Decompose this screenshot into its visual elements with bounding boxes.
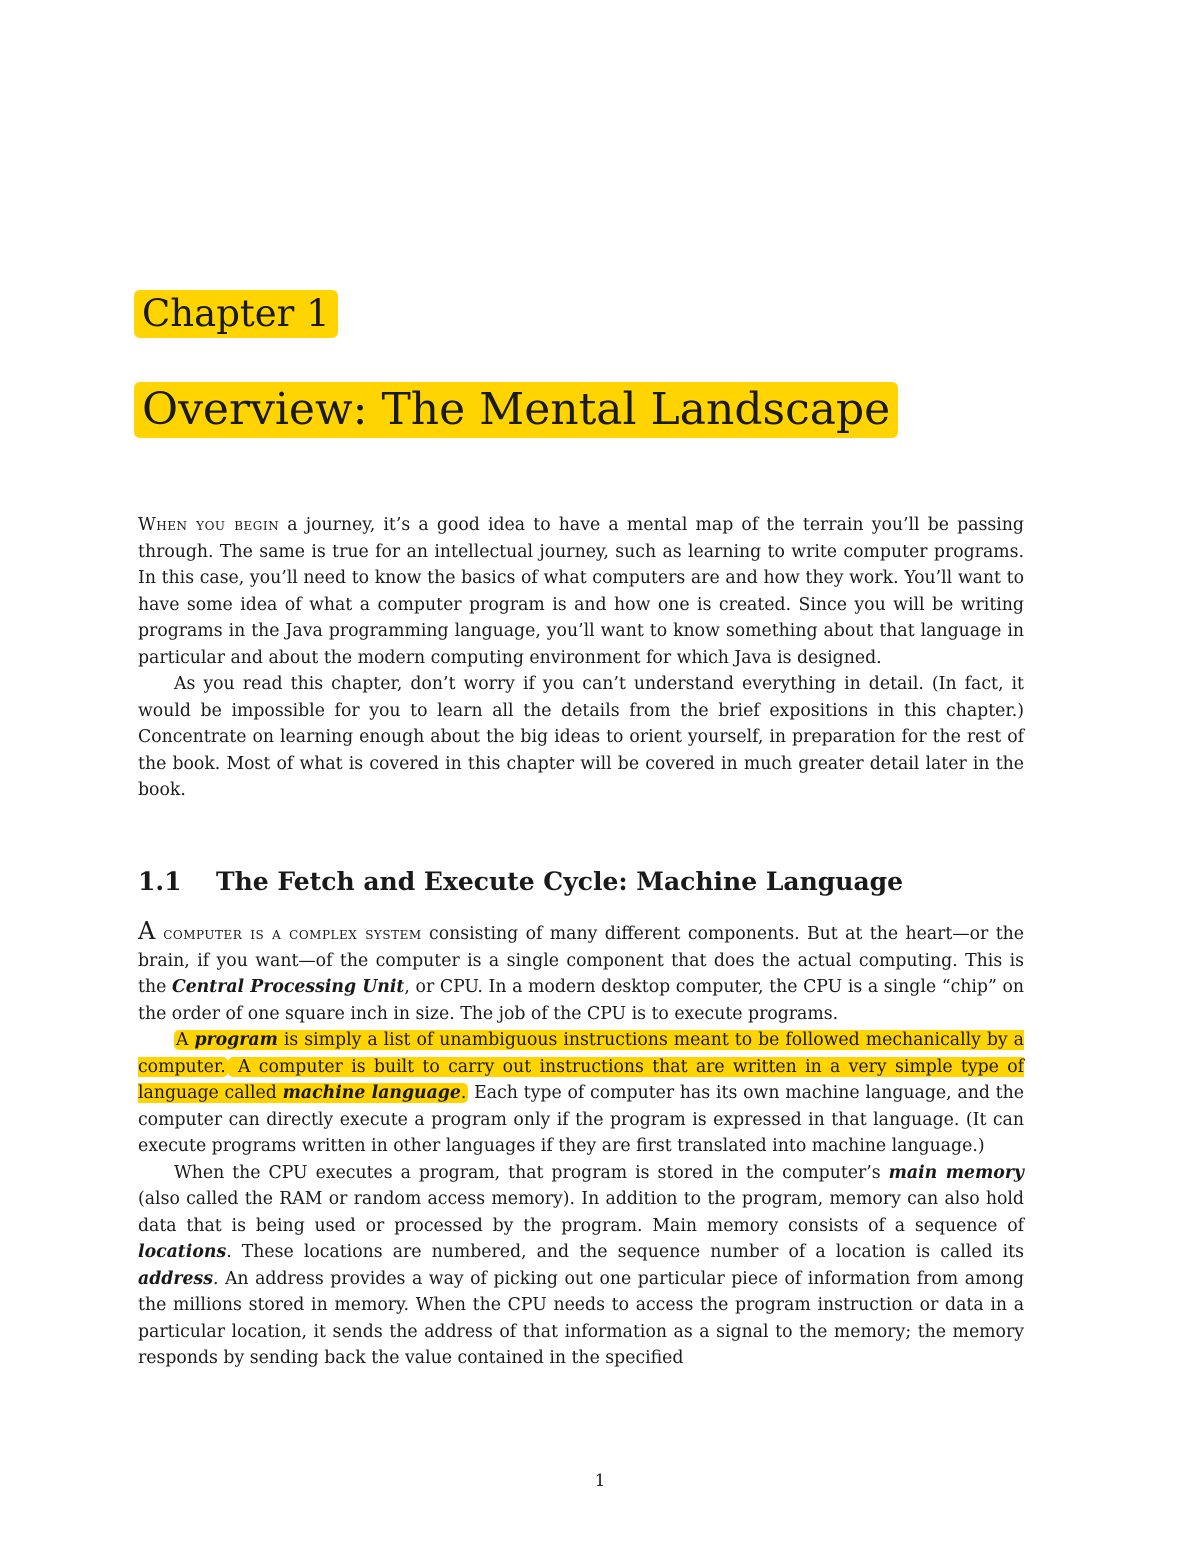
- section-paragraph-3-text-c: . These locations are numbered, and the sequence number of a location is called its: [226, 1242, 1024, 1262]
- section-paragraph-1-text-a: consisting of many different components. But at the heart—or the brain, if you want—of the computer is a single component that does the actual computing. This is the: [138, 924, 1024, 997]
- term-main-memory: main memory: [888, 1162, 1024, 1183]
- section-paragraph-3-text-b: (also called the RAM or random access memory). In addition to the program, memory can also hold data that is being used or processed by the program. Main memory consists of a sequence of: [138, 1189, 1024, 1236]
- section-paragraph-3-text-d: . An address provides a way of picking out one particular piece of information from among the millions stored in memory. When the CPU needs to access the program instruction or data in a particular location, it sends the address of that information as a signal to the memory; the memory responds by sending back the value contained in the specified: [138, 1268, 1024, 1368]
- intro-text: [138, 512, 1024, 804]
- section-paragraph-2: [138, 1027, 1024, 1160]
- highlight-text-c: A computer is built to carry out instructions that are written in a very simple type of language called: [138, 1056, 1024, 1103]
- section-lead-caps: computer is a complex system: [155, 924, 422, 944]
- intro-paragraph-1: [138, 512, 1024, 671]
- intro-paragraph-1-text: a journey, it’s a good idea to have a mental map of the terrain you’ll be passing through. The same is true for an intellectual journey, such as learning to write computer programs. In this case, you’ll need to know the basics of what computers are and how they work. You’ll want to have some idea of what a computer program is and how one is created. Since you will be writing programs in the Java programming language, you’ll want to know something about that language in particular and about the modern computing environment for which Java is designed.: [138, 515, 1024, 668]
- highlight-text-d: .: [460, 1083, 467, 1103]
- highlight-text-b: is simply a list of unambiguous instructions meant to be followed mechanically by a computer.: [138, 1030, 1024, 1077]
- term-cpu: Central Processing Unit: [171, 977, 405, 997]
- chapter-label: Chapter 1: [134, 290, 338, 338]
- section-paragraph-1-text-b: , or CPU. In a modern desktop computer, the CPU is a single “chip” on the order of one square inch in size. The job of the CPU is to execute programs.: [138, 977, 1024, 1024]
- lead-caps: When you begin: [138, 515, 280, 535]
- section-paragraph-2-text: Each type of computer has its own machine language, and the computer can directly execute a program only if the program is expressed in that language. (It can execute programs written in other languages if they are first translated into machine language.): [138, 1083, 1024, 1156]
- drop-letter: A: [138, 917, 156, 945]
- chapter-title: Overview: The Mental Landscape: [134, 382, 898, 438]
- section-text: [138, 918, 1024, 1372]
- section-heading: [138, 866, 903, 898]
- term-address: address: [138, 1268, 213, 1289]
- section-paragraph-3-text-a: When the CPU executes a program, that program is stored in the computer’s: [174, 1162, 889, 1183]
- term-locations: locations: [138, 1242, 227, 1262]
- term-machine-language: machine language: [282, 1083, 461, 1103]
- section-paragraph-3: [138, 1160, 1024, 1372]
- term-program: program: [194, 1030, 278, 1050]
- section-number: 1.1: [138, 867, 182, 896]
- section-paragraph-1: [138, 918, 1024, 1027]
- page-number: 1: [594, 1471, 606, 1491]
- highlight-text-a: A: [176, 1030, 195, 1050]
- intro-paragraph-2: As you read this chapter, don’t worry if you can’t understand everything in detail. (In fact, it would be impossible for you to learn all the details from the brief expositions in this chapter.) Concentrate on learning enough about the big ideas to orient yourself, in preparation for the rest of the book. Most of what is covered in this chapter will be covered in much greater detail later in the book.: [138, 674, 1024, 800]
- section-title: The Fetch and Execute Cycle: Machine Language: [216, 867, 904, 896]
